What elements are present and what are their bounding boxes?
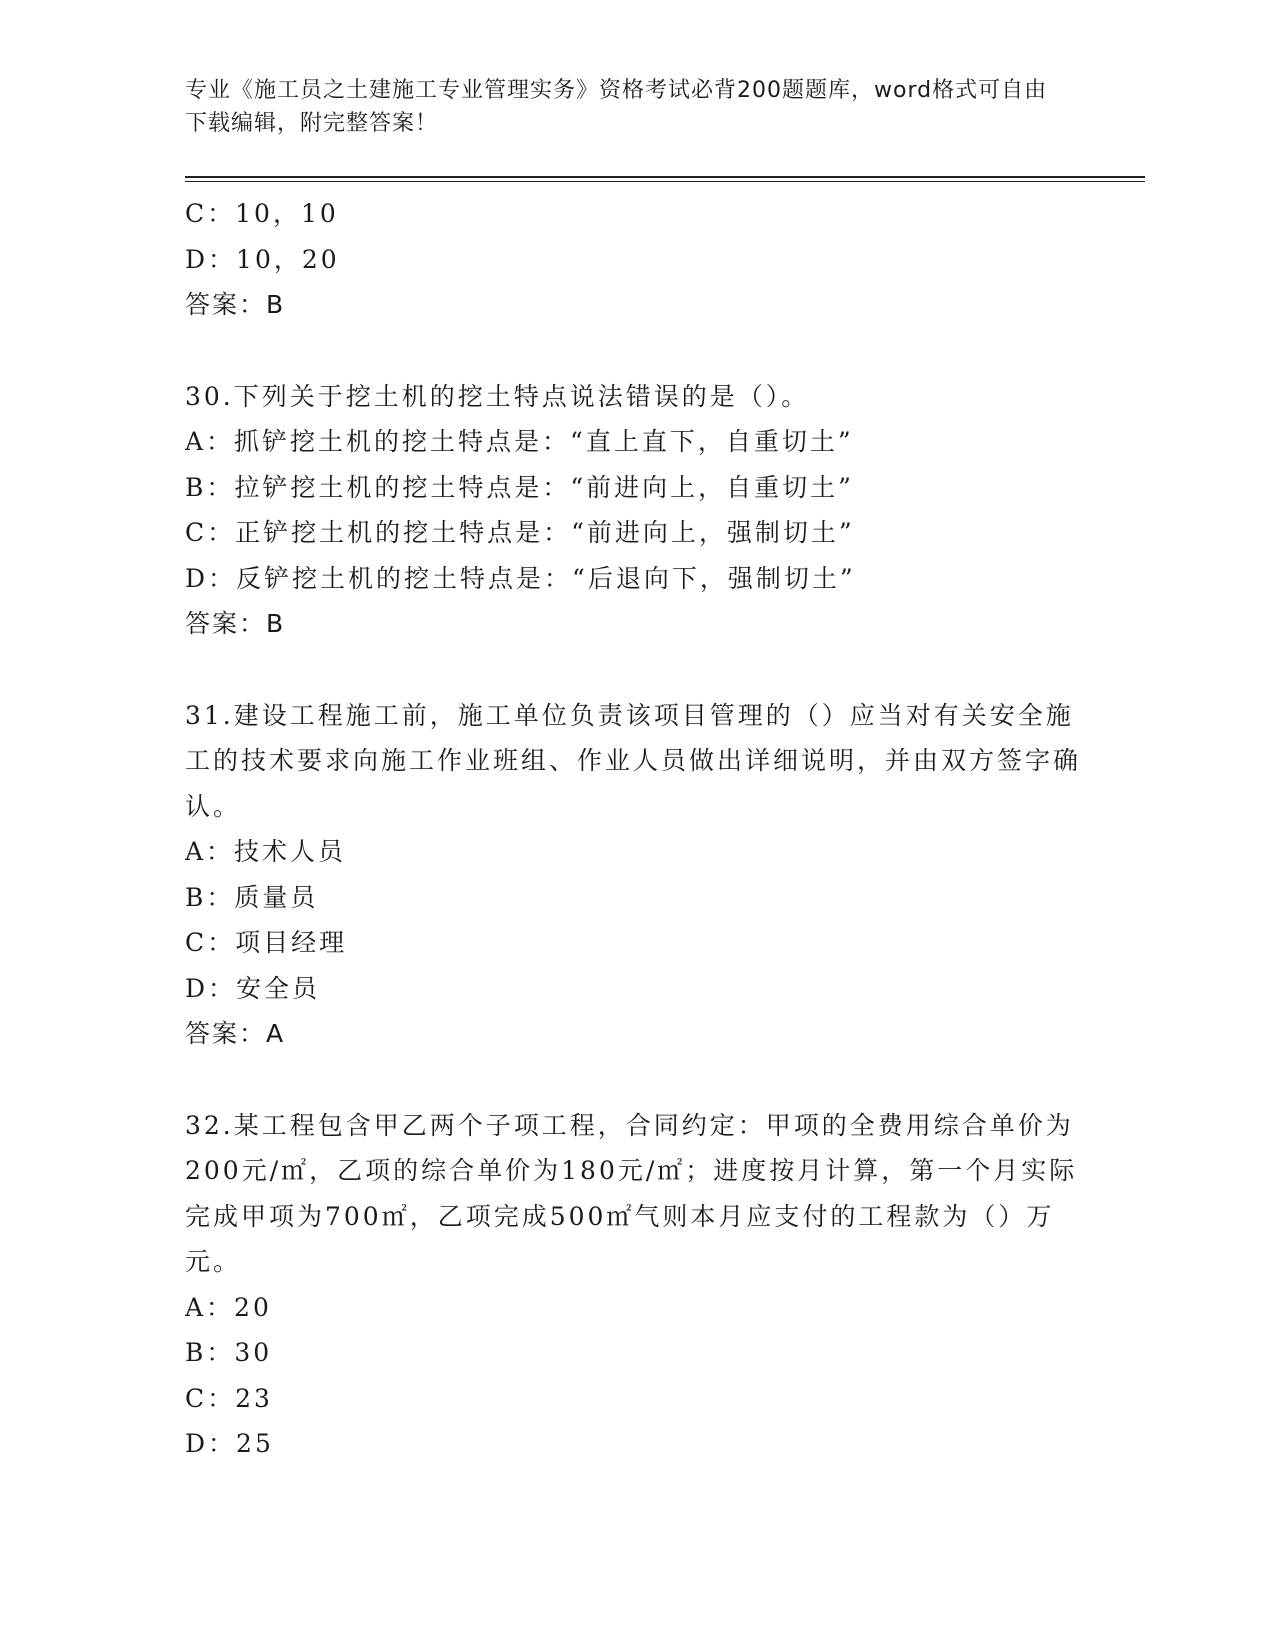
question-stem: 31.建设工程施工前，施工单位负责该项目管理的（）应当对有关安全施工的技术要求向施工作业班组、作业人员做出详细说明，并由双方签字确认。 xyxy=(185,700,1082,821)
answer: 答案：B xyxy=(185,609,286,638)
question-stem: 30.下列关于挖土机的挖土特点说法错误的是（）。 xyxy=(185,381,810,411)
question-list xyxy=(185,191,1085,1467)
question-31 xyxy=(185,693,1085,1057)
option-a: A：20 xyxy=(185,1292,272,1322)
question-29-tail xyxy=(185,191,1085,328)
answer: 答案：A xyxy=(185,1019,286,1048)
option-b: B：30 xyxy=(185,1338,273,1367)
document-header: 专业《施工员之土建施工专业管理实务》资格考试必背200题题库，word格式可自由下载编辑，附完整答案！ xyxy=(185,78,1048,136)
option-c: C：项目经理 xyxy=(185,928,348,957)
option-d: D：10，20 xyxy=(185,244,340,274)
question-stem: 32.某工程包含甲乙两个子项工程，合同约定：甲项的全费用综合单价为200元/㎡，乙项的综合单价为180元/㎡；进度按月计算，第一个月实际完成甲项为700㎡，乙项完成500㎡气则本月应支付的工程款为（）万元。 xyxy=(185,1110,1078,1276)
option-c: C：正铲挖土机的挖土特点是：“前进向上，强制切土” xyxy=(185,518,855,547)
option-c: C：10，10 xyxy=(185,199,339,228)
option-b: B：拉铲挖土机的挖土特点是：“前进向上，自重切土” xyxy=(185,472,854,502)
spacer xyxy=(185,328,1085,374)
header-divider-thick xyxy=(185,176,1145,178)
option-a: A：技术人员 xyxy=(185,837,347,866)
option-a: A：抓铲挖土机的挖土特点是：“直上直下，自重切土” xyxy=(185,427,854,456)
option-d: D：安全员 xyxy=(185,973,321,1003)
option-d: D：反铲挖土机的挖土特点是：“后退向下，强制切土” xyxy=(185,563,856,593)
option-d: D：25 xyxy=(185,1429,274,1458)
option-c: C：23 xyxy=(185,1383,273,1413)
question-32 xyxy=(185,1103,1085,1467)
option-b: B：质量员 xyxy=(185,882,319,912)
header-divider-thin xyxy=(185,181,1145,182)
spacer xyxy=(185,1057,1085,1103)
question-30 xyxy=(185,374,1085,647)
spacer xyxy=(185,647,1085,693)
answer: 答案：B xyxy=(185,290,286,319)
